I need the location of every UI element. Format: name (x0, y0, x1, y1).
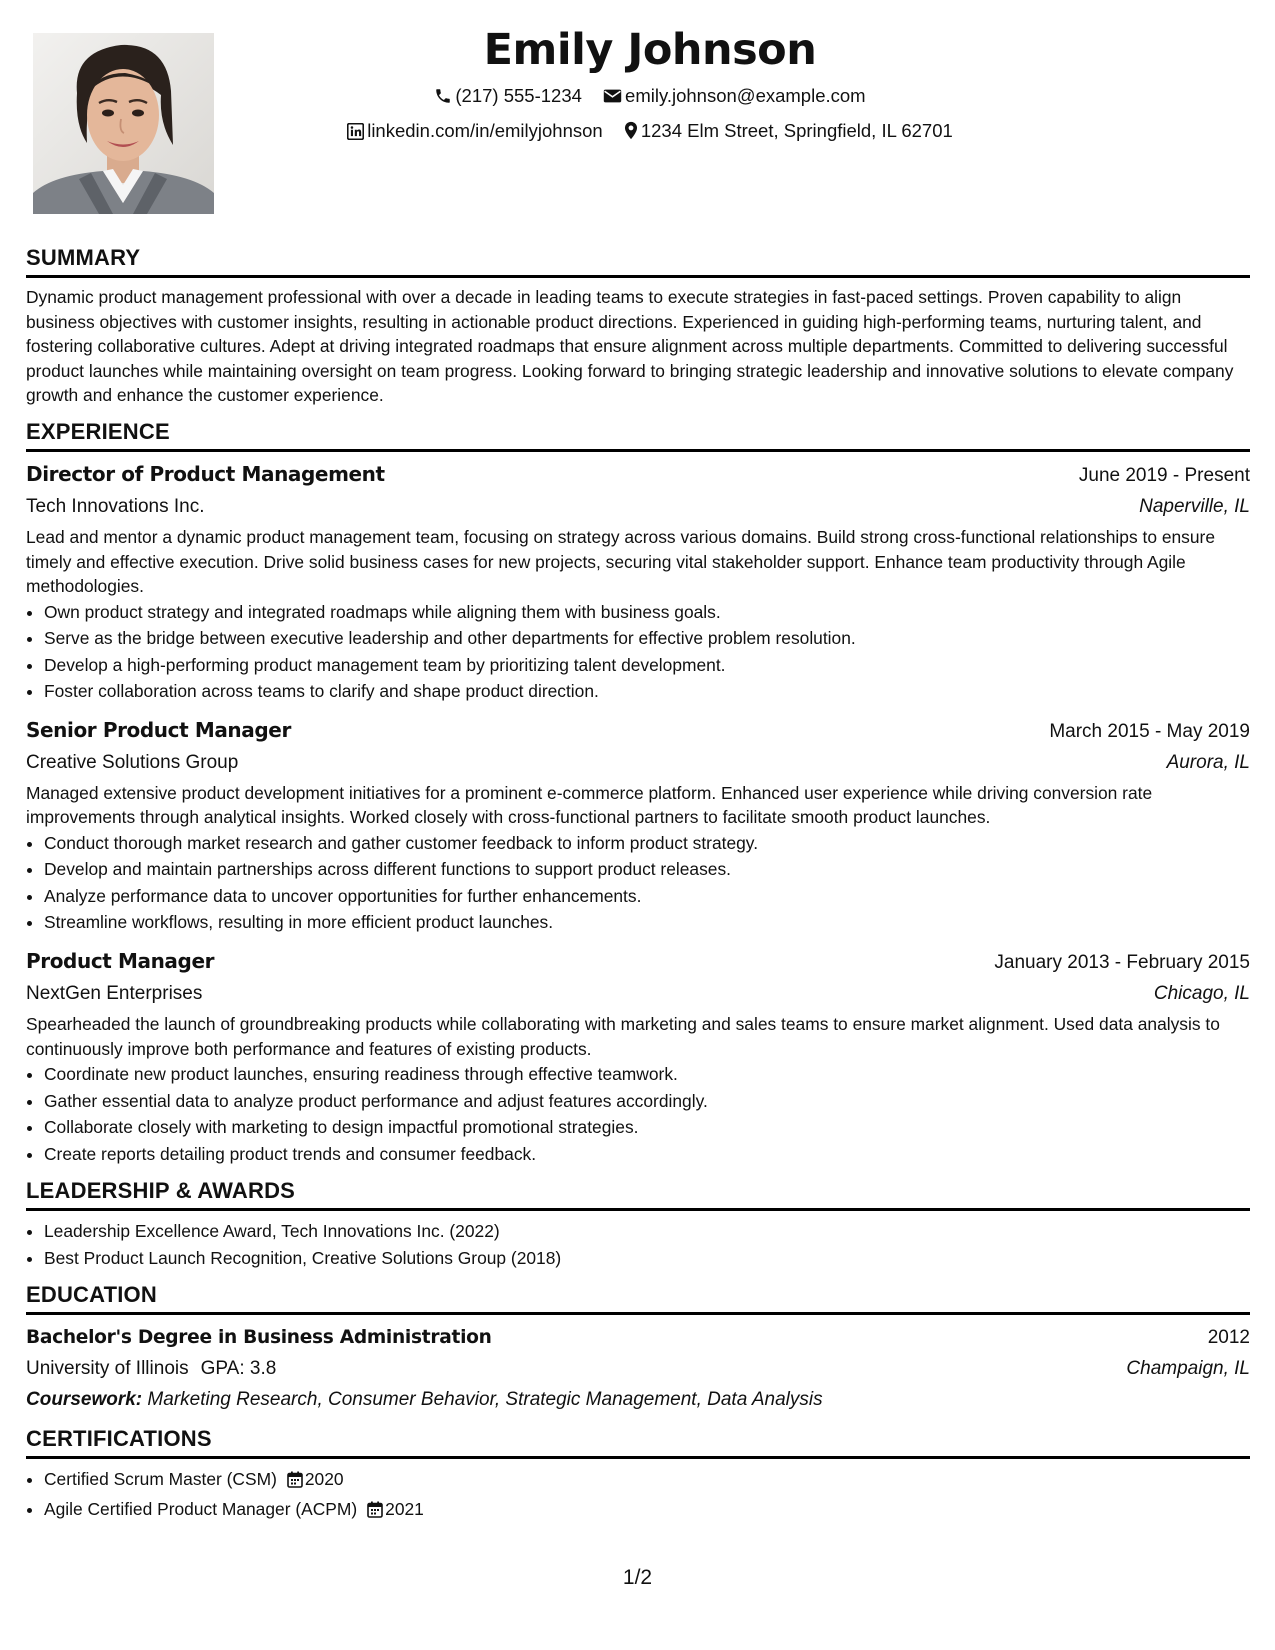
job-company: NextGen Enterprises (26, 982, 203, 1004)
contact-line-2 (260, 115, 1040, 150)
list-item: • Coordinate new product launches, ensuring readiness through effective teamwork. (44, 1061, 1250, 1088)
list-item: • Streamline workflows, resulting in more efficient product launches. (44, 909, 1250, 936)
section-title-certifications: CERTIFICATIONS (26, 1426, 212, 1452)
job-title: Senior Product Manager (26, 717, 291, 742)
calendar-icon (287, 1469, 303, 1496)
list-item: • Analyze performance data to uncover opportunities for further enhancements. (44, 883, 1250, 910)
job-bullets (26, 830, 1250, 936)
job-header-row (26, 946, 1250, 978)
section-title-awards: LEADERSHIP & AWARDS (26, 1178, 296, 1204)
list-item: • Gather essential data to analyze product performance and adjust features accordingly. (44, 1088, 1250, 1115)
linkedin-icon (347, 118, 364, 150)
contact-line-1 (260, 80, 1040, 115)
job-dates: January 2013 - February 2015 (994, 951, 1250, 973)
certification-year: 2020 (304, 1469, 344, 1490)
section-divider (26, 1456, 1250, 1459)
job-title: Director of Product Management (26, 461, 385, 486)
coursework-label: Coursework: (26, 1389, 143, 1411)
list-item: • Develop and maintain partnerships across different functions to support product releases. (44, 856, 1250, 883)
coursework-list: Marketing Research, Consumer Behavior, Strategic Management, Data Analysis (147, 1389, 823, 1411)
email-contact[interactable] (603, 80, 866, 115)
job-entry (26, 715, 1250, 936)
street-address: 1234 Elm Street, Springfield, IL 62701 (640, 120, 953, 141)
job-description: Spearheaded the launch of groundbreaking products while collaborating with marketing and sales teams to ensure market alignment. Used data analysis to continuously improve both performance and features of existing products. (26, 1013, 1220, 1059)
job-description: Managed extensive product development initiatives for a prominent e-commerce platform. Enhanced user experience while driving conversion rate improvements through analytical insights. Worked closely with cross-functional partners to facilitate smooth product launches. (26, 782, 1153, 828)
list-item: • Conduct thorough market research and gather customer feedback to inform product strategy. (44, 830, 1250, 857)
section-title-education: EDUCATION (26, 1282, 157, 1308)
job-description: Lead and mentor a dynamic product management team, focusing on strategy across various domains. Build strong cross-functional relationships to ensure timely and effective execution. Drive solid business cases for new projects, securing vital stakeholder support. Enhance team productivity through Agile methodologies. (26, 526, 1215, 597)
page-number: 1/2 (622, 1566, 653, 1589)
job-location: Aurora, IL (1166, 751, 1250, 773)
list-item: • Best Product Launch Recognition, Creative Solutions Group (2018) (44, 1245, 1250, 1272)
job-dates: March 2015 - May 2019 (1049, 720, 1250, 742)
certification-name: Certified Scrum Master (CSM) (44, 1469, 277, 1490)
calendar-icon (367, 1499, 383, 1526)
resume-body (26, 244, 1250, 1535)
job-bullets (26, 1061, 1250, 1167)
coursework (26, 1384, 1250, 1415)
section-title-experience: EXPERIENCE (26, 418, 170, 444)
linkedin-url[interactable]: linkedin.com/in/emilyjohnson (367, 120, 603, 141)
linkedin-contact[interactable] (347, 115, 602, 150)
phone-number: (217) 555-1234 (455, 85, 582, 106)
school-location: Champaign, IL (1126, 1358, 1250, 1380)
address-contact (624, 115, 953, 150)
resume-header (260, 20, 1040, 150)
list-item: • Serve as the bridge between executive leadership and other departments for effective problem resolution. (44, 625, 1250, 652)
list-item (44, 1496, 1250, 1526)
list-item: • Leadership Excellence Award, Tech Innovations Inc. (2022) (44, 1218, 1250, 1245)
profile-photo (33, 33, 214, 214)
school-row (26, 1353, 1250, 1384)
job-title: Product Manager (26, 948, 215, 973)
awards-section (26, 1177, 1250, 1271)
experience-section (26, 418, 1250, 1167)
school-info (26, 1353, 276, 1384)
degree-name: Bachelor's Degree in Business Administration (26, 1327, 492, 1349)
job-company-row (26, 491, 1250, 522)
summary-section (26, 244, 1250, 408)
degree-row (26, 1322, 1250, 1353)
list-item: • Own product strategy and integrated roadmaps while aligning them with business goals. (44, 599, 1250, 626)
certification-year: 2021 (385, 1498, 424, 1519)
job-bullets (26, 599, 1250, 705)
envelope-icon (603, 83, 622, 115)
list-item (44, 1466, 1250, 1496)
summary-text: Dynamic product management professional with over a decade in leading teams to execute strategies in fast-paced settings. Proven capability to align business objectives with customer insights, resulting in actionable product directions. Experienced in guiding high-performing teams, nurturing talent, and fostering collaborative cultures. Adept at driving integrated roadmaps that ensure alignment across multiple departments. Committed to delivering successful product launches while maintaining oversight on team progress. Looking forward to bringing strategic leadership and innovative solutions to elevate company growth and enhance the customer experience. (26, 287, 1234, 406)
section-divider (26, 1312, 1250, 1315)
job-company-row (26, 747, 1250, 778)
awards-list (26, 1218, 1250, 1271)
map-pin-icon (624, 118, 638, 150)
phone-icon (434, 83, 452, 115)
job-location: Chicago, IL (1153, 982, 1250, 1004)
job-entry (26, 946, 1250, 1167)
job-location: Naperville, IL (1139, 495, 1250, 517)
candidate-name: Emily Johnson (483, 25, 817, 75)
graduation-year: 2012 (1207, 1327, 1250, 1349)
job-entry (26, 459, 1250, 705)
section-divider (26, 449, 1250, 452)
section-title-summary: SUMMARY (26, 245, 141, 270)
certifications-list (26, 1466, 1250, 1525)
job-company-row (26, 978, 1250, 1009)
certifications-section (26, 1425, 1250, 1525)
list-item: • Develop a high-performing product management team by prioritizing talent development. (44, 652, 1250, 679)
certification-name: Agile Certified Product Manager (ACPM) (44, 1498, 358, 1519)
email-address[interactable]: emily.johnson@example.com (625, 85, 866, 106)
job-company: Creative Solutions Group (26, 751, 239, 773)
job-company: Tech Innovations Inc. (26, 495, 205, 517)
list-item: • Foster collaboration across teams to clarify and shape product direction. (44, 678, 1250, 705)
gpa: GPA: 3.8 (200, 1358, 277, 1380)
job-header-row (26, 459, 1250, 491)
job-header-row (26, 715, 1250, 747)
school-name: University of Illinois (26, 1358, 189, 1380)
list-item: • Create reports detailing product trends and consumer feedback. (44, 1141, 1250, 1168)
phone-contact (434, 80, 582, 115)
education-section (26, 1281, 1250, 1415)
list-item: • Collaborate closely with marketing to design impactful promotional strategies. (44, 1114, 1250, 1141)
section-divider (26, 1208, 1250, 1211)
section-divider (26, 275, 1250, 278)
job-dates: June 2019 - Present (1078, 464, 1250, 486)
